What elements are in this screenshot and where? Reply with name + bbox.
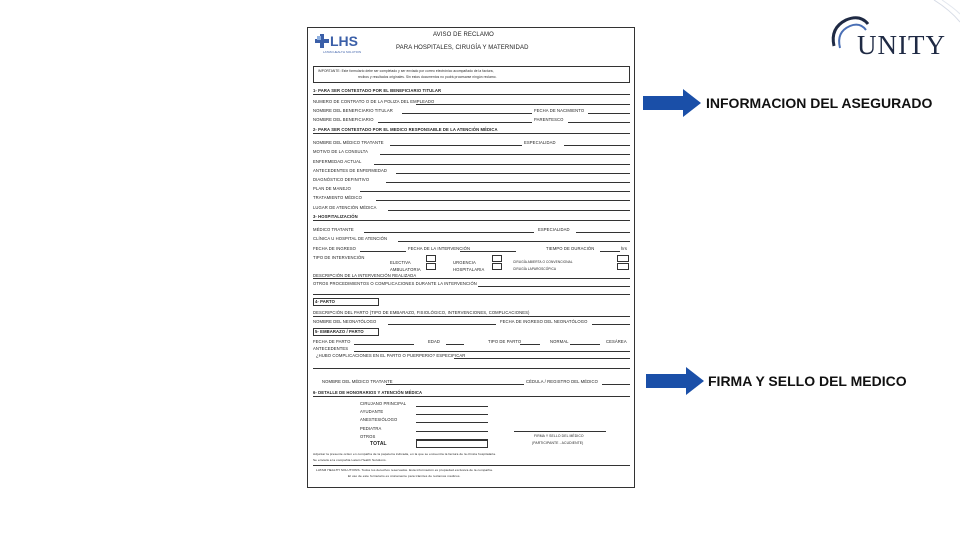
s3-line-description: DESCRIPCIÓN DE LA INTERVENCIÓN REALIZADA (313, 273, 417, 278)
s3-ambulatory-checkbox[interactable] (426, 263, 436, 270)
notice-line-1: IMPORTANTE: Este formulario debe ser completado y ser enviado por correo electrónico acompañado de la factura, (318, 69, 494, 73)
form-subtitle: PARA HOSPITALES, CIRUGÍA Y MATERNIDAD (396, 45, 529, 51)
s3-lap-checkbox[interactable] (617, 263, 629, 270)
s3-type-urgent: URGENCIA (453, 260, 476, 265)
lhs-logo-text: LHS (330, 33, 358, 49)
s3-urgent-checkbox[interactable] (492, 255, 502, 262)
s3-line-other: OTROS PROCEDIMIENTOS O COMPLICACIONES DURANTE LA INTERVENCIÓN (313, 281, 477, 286)
s2-field-reason: MOTIVO DE LA CONSULTA (313, 149, 368, 154)
fee-pediatrician-line[interactable] (416, 431, 488, 432)
arrow-right-icon (646, 367, 704, 395)
s4-neonatologist-line[interactable] (388, 324, 496, 325)
signature-doctor-label: NOMBRE DEL MÉDICO TRATANTE (322, 379, 393, 384)
s2-history-line[interactable] (396, 173, 630, 174)
s2-reason-line[interactable] (380, 154, 630, 155)
s5-normal: NORMAL (550, 339, 569, 344)
stamp-line[interactable] (514, 431, 606, 432)
s3-intervention-date-line[interactable] (460, 251, 516, 252)
fee-assistant-line[interactable] (416, 414, 488, 415)
s3-duration-unit: hrs (621, 246, 628, 251)
section-5-heading: 5- EMBARAZO / PARTO (315, 329, 364, 334)
section-3-heading: 3- HOSPITALIZACIÓN (313, 214, 358, 219)
fee-others: OTROS (360, 434, 376, 439)
s3-duration-line[interactable] (600, 251, 620, 252)
stamp-label-1: FIRMA Y SELLO DEL MÉDICO (534, 434, 584, 438)
s3-field-intervention-date: FECHA DE LA INTERVENCIÓN (408, 246, 471, 251)
s3-doctor-line[interactable] (364, 232, 534, 233)
s3-type-ambulatory: AMBULATORIA (390, 267, 421, 272)
footer-line-2: Se enviará a la compañía Latam Health Solutions. (313, 458, 387, 462)
s5-cesarean: CESÁREA (606, 339, 627, 344)
s2-field-history: ANTECEDENTES DE ENFERMEDAD (313, 168, 388, 173)
s3-type-elective: ELECTIVA (390, 260, 411, 265)
claim-form (307, 27, 635, 488)
callout-doctor-signature: FIRMA Y SELLO DEL MEDICO (708, 373, 907, 389)
s4-line-description: DESCRIPCIÓN DEL PARTO (TIPO DE EMBARAZO, FISIOLÓGICO, INTERVENCIONES, COMPLICACIONES) (313, 310, 530, 315)
s3-type-hospital: HOSPITALARIA (453, 267, 485, 272)
stamp-label-2: (PARTICIPANTE - ACUDIENTE) (532, 441, 584, 445)
notice-line-2: recibos y resultados originales. Sin estos documentos no podrá procesarse ningún reclamo. (358, 75, 497, 79)
s1-field-contract: NUMERO DE CONTRATO O DE LA POLIZA DEL EMPLEADO (313, 99, 435, 104)
lhs-logo (315, 34, 375, 60)
footer-line-4: El uso de este formulario es únicamente para trámites de reclamos médicos. (348, 474, 461, 478)
s2-plan-line[interactable] (360, 191, 630, 192)
s3-extra-open: CIRUGÍA ABIERTA O CONVENCIONAL (513, 260, 573, 264)
s3-open-checkbox[interactable] (617, 255, 629, 262)
s1-field-relationship: PARENTESCO (534, 117, 564, 122)
s1-birthdate-line[interactable] (588, 113, 630, 114)
s2-illness-line[interactable] (374, 164, 630, 165)
s2-place-line[interactable] (388, 210, 630, 211)
s2-field-specialty: ESPECIALIDAD (524, 140, 556, 145)
fee-assistant: AYUDANTE (360, 409, 384, 414)
s3-specialty-line[interactable] (576, 232, 630, 233)
s5-birth-date: FECHA DE PARTO (313, 339, 351, 344)
s2-specialty-line[interactable] (564, 145, 630, 146)
fee-total-label: TOTAL (370, 441, 387, 447)
s3-field-specialty: ESPECIALIDAD (538, 227, 570, 232)
signature-doctor-line[interactable] (386, 384, 524, 385)
s3-admission-line[interactable] (360, 251, 406, 252)
s3-field-admission: FECHA DE INGRESO (313, 246, 357, 251)
s1-field-birthdate: FECHA DE NACIMIENTO (534, 108, 585, 113)
footer-line-3: LATAM HEALTH SOLUTIONS. Todos los derechos reservados. Esta información es propiedad exclusiva de la compañía. (316, 468, 493, 472)
s4-right-field: FECHA DE INGRESO DEL NEONATÓLOGO (500, 319, 588, 324)
s5-birth-type: TIPO DE PARTO (488, 339, 522, 344)
s5-complications: ¿HUBO COMPLICACIONES EN EL PARTO O PUERPERIO? ESPECIFICAR (316, 353, 466, 358)
s3-field-doctor: MÉDICO TRATANTE (313, 227, 354, 232)
section-4-heading: 4- PARTO (315, 299, 335, 304)
s3-clinic-line[interactable] (398, 241, 630, 242)
s5-age: EDAD (428, 339, 441, 344)
s1-beneficiary-line[interactable] (378, 122, 532, 123)
s3-elective-checkbox[interactable] (426, 255, 436, 262)
s3-hospital-checkbox[interactable] (492, 263, 502, 270)
s2-doctor-line[interactable] (390, 145, 522, 146)
s2-treatment-line[interactable] (376, 200, 630, 201)
s3-extra-lap: CIRUGÍA LAPAROSCÓPICA (513, 267, 557, 271)
s2-field-doctor: NOMBRE DEL MÉDICO TRATANTE (313, 140, 384, 145)
s2-field-place: LUGAR DE ATENCIÓN MÉDICA (313, 205, 377, 210)
form-title: AVISO DE RECLAMO (433, 32, 494, 38)
s1-contract-line[interactable] (416, 104, 630, 105)
fee-surgeon: CIRUJANO PRINCIPAL (360, 401, 407, 406)
s2-field-diagnosis: DIAGNÓSTICO DEFINITIVO (313, 177, 370, 182)
s2-diagnosis-line[interactable] (386, 182, 630, 183)
section-1-heading: 1- PARA SER CONTESTADO POR EL BENEFICIARIO TITULAR (313, 88, 442, 93)
signature-doctor-id: CÉDULA / REGISTRO DEL MÉDICO (526, 379, 598, 384)
s1-field-holder: NOMBRE DEL BENEFICIARIO TITULAR (313, 108, 393, 113)
section-6-heading: 6- DETALLE DE HONORARIOS Y ATENCIÓN MÉDICA (313, 390, 423, 395)
lhs-cross-icon (315, 34, 329, 48)
arrow-right-icon (643, 89, 701, 117)
s2-field-illness: ENFERMEDAD ACTUAL (313, 159, 362, 164)
lhs-logo-subtext: LATAM HEALTH SOLUTION (323, 50, 362, 54)
s1-field-beneficiary: NOMBRE DEL BENEFICIARIO (313, 117, 374, 122)
fee-total-box[interactable] (416, 440, 488, 448)
s4-line-neonatologist: NOMBRE DEL NEONATÓLOGO (313, 319, 377, 324)
fee-anesthesiologist-line[interactable] (416, 422, 488, 423)
s3-field-type: TIPO DE INTERVENCIÓN (313, 255, 365, 260)
s5-history: ANTECEDENTES (313, 346, 349, 351)
fee-pediatrician: PEDIATRA (360, 426, 382, 431)
section-2-heading: 2- PARA SER CONTESTADO POR EL MEDICO RESPONSABLE DE LA ATENCIÓN MÉDICA (313, 127, 498, 132)
callout-insured-info: INFORMACION DEL ASEGURADO (706, 95, 933, 111)
s1-holder-line[interactable] (402, 113, 532, 114)
unity-wordmark: UNITY (857, 30, 946, 60)
fee-anesthesiologist: ANESTESIÓLOGO (360, 417, 398, 422)
s3-field-duration: TIEMPO DE DURACIÓN (546, 246, 595, 251)
s3-field-clinic: CLÍNICA U HOSPITAL DE ATENCIÓN (313, 236, 388, 241)
footer-line-1: Adjuntar la presente orden en compañía de la papelería indicada, en la que se encuentra la factura de la clínica hospitalaria. (313, 452, 497, 456)
s2-field-treatment: TRATAMIENTO MÉDICO (313, 195, 363, 200)
s2-field-plan: PLAN DE MANEJO (313, 186, 351, 191)
corner-decoration-icon (930, 0, 960, 30)
fee-surgeon-line[interactable] (416, 406, 488, 407)
s1-relationship-line[interactable] (568, 122, 630, 123)
